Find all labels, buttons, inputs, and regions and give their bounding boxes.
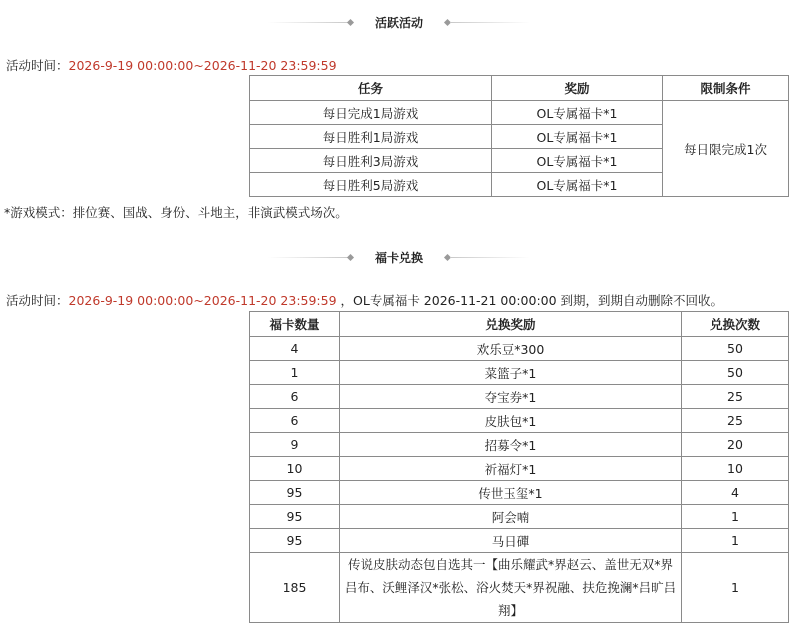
diamond-icon xyxy=(347,18,354,25)
exchange-times-cell: 50 xyxy=(682,361,789,385)
task-cell: 每日胜利1局游戏 xyxy=(250,125,492,149)
table-row xyxy=(250,505,789,529)
diamond-icon xyxy=(347,253,354,260)
table-row xyxy=(250,553,789,623)
exchange-times-cell: 1 xyxy=(682,553,789,623)
activity-time xyxy=(6,56,337,74)
table-header-row xyxy=(250,312,789,337)
card-count-cell: 95 xyxy=(250,529,340,553)
table-row xyxy=(250,101,789,125)
divider-line xyxy=(450,22,530,23)
card-count-cell: 1 xyxy=(250,361,340,385)
exchange-times-cell: 10 xyxy=(682,457,789,481)
card-count-cell: 6 xyxy=(250,385,340,409)
exchange-reward-cell: 菜篮子*1 xyxy=(340,361,682,385)
task-table xyxy=(249,75,789,197)
table-row xyxy=(250,481,789,505)
header-exchange-reward: 兑换奖励 xyxy=(340,312,682,337)
divider-line xyxy=(268,22,348,23)
task-cell: 每日完成1局游戏 xyxy=(250,101,492,125)
table-row xyxy=(250,457,789,481)
header-limit: 限制条件 xyxy=(663,76,789,101)
exchange-table xyxy=(249,311,789,623)
reward-cell: OL专属福卡*1 xyxy=(492,125,663,149)
exchange-times-cell: 50 xyxy=(682,337,789,361)
card-count-cell: 4 xyxy=(250,337,340,361)
table-row xyxy=(250,433,789,457)
header-card-count: 福卡数量 xyxy=(250,312,340,337)
exchange-times-cell: 1 xyxy=(682,505,789,529)
task-cell: 每日胜利3局游戏 xyxy=(250,149,492,173)
exchange-reward-cell: 招募令*1 xyxy=(340,433,682,457)
header-task: 任务 xyxy=(250,76,492,101)
card-count-cell: 10 xyxy=(250,457,340,481)
card-count-cell: 9 xyxy=(250,433,340,457)
exchange-reward-cell: 传世玉玺*1 xyxy=(340,481,682,505)
divider-line xyxy=(450,257,530,258)
card-count-cell: 185 xyxy=(250,553,340,623)
table-row xyxy=(250,409,789,433)
time-value: 2026-9-19 00:00:00~2026-11-20 23:59:59 xyxy=(68,58,337,73)
exchange-reward-cell: 传说皮肤动态包自选其一【曲乐耀武*界赵云、盖世无双*界吕布、沃鲤泽汉*张松、浴火焚天*界祝融、扶危挽澜*吕旷吕翔】 xyxy=(340,553,682,623)
section-title-exchange xyxy=(0,247,798,267)
exchange-reward-cell: 祈福灯*1 xyxy=(340,457,682,481)
section-heading: 福卡兑换 xyxy=(374,250,423,265)
exchange-times-cell: 20 xyxy=(682,433,789,457)
section-title-active xyxy=(0,12,798,32)
exchange-reward-cell: 欢乐豆*300 xyxy=(340,337,682,361)
header-exchange-times: 兑换次数 xyxy=(682,312,789,337)
table-row xyxy=(250,337,789,361)
exchange-times-cell: 1 xyxy=(682,529,789,553)
expiry-note: ，OL专属福卡 2026-11-21 00:00:00 到期，到期自动删除不回收。 xyxy=(336,293,724,308)
time-label: 活动时间： xyxy=(6,58,69,73)
reward-cell: OL专属福卡*1 xyxy=(492,173,663,197)
time-value: 2026-9-19 00:00:00~2026-11-20 23:59:59 xyxy=(68,293,337,308)
exchange-reward-cell: 皮肤包*1 xyxy=(340,409,682,433)
section-heading: 活跃活动 xyxy=(374,15,423,30)
exchange-reward-cell: 夺宝券*1 xyxy=(340,385,682,409)
time-label: 活动时间： xyxy=(6,293,69,308)
reward-cell: OL专属福卡*1 xyxy=(492,149,663,173)
exchange-time xyxy=(6,291,723,309)
table-header-row xyxy=(250,76,789,101)
exchange-times-cell: 25 xyxy=(682,385,789,409)
card-count-cell: 95 xyxy=(250,505,340,529)
card-count-cell: 95 xyxy=(250,481,340,505)
game-mode-note: *游戏模式：排位赛、国战、身份、斗地主，非演武模式场次。 xyxy=(4,205,348,220)
exchange-reward-cell: 阿会喃 xyxy=(340,505,682,529)
task-cell: 每日胜利5局游戏 xyxy=(250,173,492,197)
card-count-cell: 6 xyxy=(250,409,340,433)
exchange-times-cell: 4 xyxy=(682,481,789,505)
table-row xyxy=(250,529,789,553)
reward-cell: OL专属福卡*1 xyxy=(492,101,663,125)
divider-line xyxy=(268,257,348,258)
table-row xyxy=(250,361,789,385)
limit-cell: 每日限完成1次 xyxy=(663,101,789,197)
table-row xyxy=(250,385,789,409)
exchange-reward-cell: 马日磾 xyxy=(340,529,682,553)
exchange-times-cell: 25 xyxy=(682,409,789,433)
header-reward: 奖励 xyxy=(492,76,663,101)
